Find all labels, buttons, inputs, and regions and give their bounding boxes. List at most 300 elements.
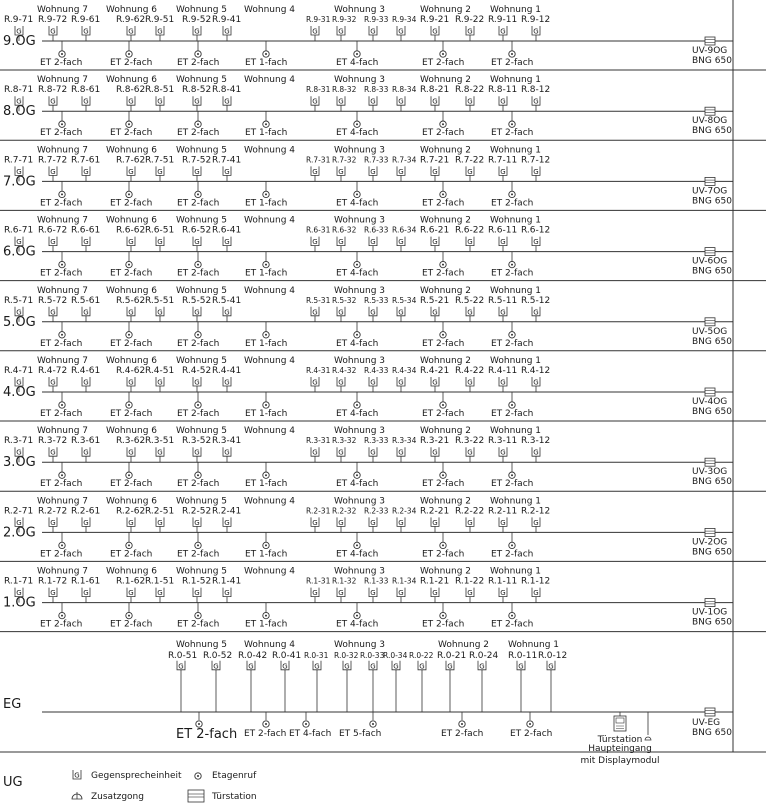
uv-icon bbox=[705, 388, 715, 396]
etagenruf-icon bbox=[509, 472, 515, 478]
etagenruf-icon bbox=[263, 261, 269, 267]
svg-text:G: G bbox=[467, 308, 473, 317]
room-label: R.5-31 bbox=[306, 295, 331, 305]
svg-text:G: G bbox=[338, 238, 344, 247]
et-label: ET 2-fach bbox=[422, 409, 465, 419]
etagenruf-icon bbox=[126, 121, 132, 127]
svg-text:G: G bbox=[224, 448, 230, 457]
floor-8 bbox=[0, 75, 766, 140]
svg-text:G: G bbox=[128, 308, 134, 317]
room-label: R.7-71 bbox=[4, 155, 34, 166]
room-label: R.8-71 bbox=[4, 85, 34, 96]
room-label: R.5-32 bbox=[332, 295, 357, 305]
svg-text:G: G bbox=[224, 238, 230, 247]
floor-4 bbox=[0, 356, 766, 421]
wohnung-label: Wohnung 4 bbox=[244, 145, 295, 156]
wohnung-label: Wohnung 6 bbox=[106, 215, 157, 226]
svg-text:G: G bbox=[500, 308, 506, 317]
svg-text:G: G bbox=[128, 167, 134, 176]
gegensprech-icon bbox=[193, 26, 201, 36]
room-label: R.6-11 bbox=[488, 225, 518, 236]
svg-text:G: G bbox=[338, 518, 344, 527]
room-label: R.5-72 bbox=[38, 295, 68, 306]
room-label: R.2-12 bbox=[521, 506, 551, 517]
gegensprech-icon bbox=[82, 237, 90, 247]
room-label: R.8-72 bbox=[38, 85, 68, 96]
svg-text:G: G bbox=[16, 27, 22, 36]
etagenruf-icon bbox=[195, 51, 201, 57]
et-label: ET 2-fach bbox=[491, 619, 534, 630]
gegensprech-icon bbox=[311, 166, 319, 176]
et-label: ET 1-fach bbox=[245, 338, 288, 349]
uv-label: UV-1OG bbox=[692, 607, 728, 618]
wohnung-label: Wohnung 4 bbox=[244, 5, 295, 15]
svg-text:G: G bbox=[467, 589, 473, 598]
room-label: R.2-61 bbox=[71, 506, 101, 517]
gegensprech-icon bbox=[532, 377, 540, 387]
gegensprech-icon bbox=[397, 588, 405, 598]
et-label: ET 2-fach bbox=[491, 549, 534, 560]
gegensprech-icon bbox=[532, 447, 540, 457]
wohnung-label: Wohnung 1 bbox=[490, 145, 541, 156]
wohnung-label: Wohnung 1 bbox=[490, 285, 541, 296]
gegensprech-icon bbox=[397, 517, 405, 527]
floor-3 bbox=[0, 426, 766, 491]
room-label: R.3-52 bbox=[182, 436, 212, 447]
room-label: R.9-12 bbox=[521, 15, 551, 25]
room-label: R.0-52 bbox=[203, 650, 233, 661]
room-label: R.3-51 bbox=[145, 436, 175, 447]
wohnung-label: Wohnung 2 bbox=[438, 639, 489, 650]
uv-icon bbox=[705, 708, 715, 716]
gegensprech-icon bbox=[337, 237, 345, 247]
svg-text:G: G bbox=[467, 167, 473, 176]
room-label: R.2-21 bbox=[420, 506, 450, 517]
gegensprech-icon bbox=[127, 377, 135, 387]
wohnung-label: Wohnung 4 bbox=[244, 75, 295, 86]
room-label: R.3-34 bbox=[392, 436, 417, 446]
svg-text:G: G bbox=[432, 448, 438, 457]
gegensprech-icon bbox=[156, 96, 164, 106]
svg-text:G: G bbox=[194, 167, 200, 176]
svg-text:G: G bbox=[419, 662, 425, 671]
gegensprech-icon bbox=[466, 96, 474, 106]
et-label: ET 4-fach bbox=[289, 729, 332, 739]
svg-text:G: G bbox=[128, 97, 134, 106]
svg-text:G: G bbox=[157, 308, 163, 317]
et-label: ET 2-fach bbox=[40, 619, 83, 630]
svg-text:G: G bbox=[50, 378, 56, 387]
svg-text:G: G bbox=[533, 238, 539, 247]
room-label: R.0-42 bbox=[238, 650, 268, 661]
uv-label: UV-6OG bbox=[692, 256, 728, 267]
gegensprech-icon bbox=[49, 377, 57, 387]
gegensprech-icon bbox=[369, 517, 377, 527]
svg-text:G: G bbox=[194, 589, 200, 598]
room-label: R.0-51 bbox=[168, 650, 198, 661]
et-label: ET 2-fach bbox=[177, 479, 220, 490]
et-label: ET 2-fach bbox=[177, 549, 220, 560]
gegensprech-icon bbox=[82, 377, 90, 387]
gegensprech-icon bbox=[223, 517, 231, 527]
et-label: ET 1-fach bbox=[245, 128, 288, 139]
wohnung-label: Wohnung 3 bbox=[334, 356, 385, 366]
room-label: R.7-62 bbox=[116, 155, 146, 166]
gegensprech-icon bbox=[337, 307, 345, 317]
et-label: ET 2-fach bbox=[110, 128, 153, 139]
gegensprech-icon bbox=[431, 307, 439, 317]
room-label: R.3-33 bbox=[364, 436, 389, 446]
etagenruf-icon bbox=[195, 542, 201, 548]
svg-text:G: G bbox=[398, 27, 404, 36]
gegensprech-icon bbox=[223, 588, 231, 598]
et-label: ET 2-fach bbox=[422, 479, 465, 490]
gegensprech-icon bbox=[311, 517, 319, 527]
uv-icon bbox=[705, 37, 715, 45]
et-label: ET 4-fach bbox=[336, 128, 379, 139]
svg-text:G: G bbox=[224, 308, 230, 317]
et-label: ET 2-fach bbox=[422, 619, 465, 630]
room-label: R.1-34 bbox=[392, 576, 417, 586]
wohnung-label: Wohnung 3 bbox=[334, 639, 385, 650]
gegensprech-icon bbox=[311, 588, 319, 598]
svg-text:G: G bbox=[370, 167, 376, 176]
gegensprech-icon bbox=[311, 96, 319, 106]
etagenruf-icon bbox=[59, 472, 65, 478]
svg-text:G: G bbox=[128, 238, 134, 247]
room-label: R.3-71 bbox=[4, 436, 34, 447]
gegensprech-icon bbox=[397, 447, 405, 457]
room-label: R.3-62 bbox=[116, 436, 146, 447]
gegensprech-icon bbox=[532, 517, 540, 527]
gegensprech-icon bbox=[49, 96, 57, 106]
svg-text:G: G bbox=[312, 167, 318, 176]
wohnung-label: Wohnung 2 bbox=[420, 285, 471, 296]
wohnung-label: Wohnung 2 bbox=[420, 215, 471, 226]
et-label: ET 2-fach bbox=[110, 479, 153, 490]
gegensprech-icon bbox=[49, 447, 57, 457]
svg-text:G: G bbox=[500, 97, 506, 106]
svg-text:G: G bbox=[533, 308, 539, 317]
gegensprech-icon bbox=[466, 307, 474, 317]
uv-icon bbox=[705, 599, 715, 607]
wohnung-label: Wohnung 4 bbox=[244, 496, 295, 507]
gegensprech-icon bbox=[223, 377, 231, 387]
etagenruf-icon bbox=[354, 51, 360, 57]
room-label: R.5-21 bbox=[420, 295, 450, 306]
wohnung-label: Wohnung 7 bbox=[37, 5, 88, 15]
room-label: R.5-12 bbox=[521, 295, 551, 306]
etagenruf-icon bbox=[59, 121, 65, 127]
room-label: R.0-21 bbox=[437, 650, 467, 661]
wohnung-label: Wohnung 2 bbox=[420, 75, 471, 86]
etagenruf-icon bbox=[263, 121, 269, 127]
svg-text:G: G bbox=[213, 662, 219, 671]
wohnung-label: Wohnung 3 bbox=[334, 566, 385, 577]
et-label: ET 2-fach bbox=[510, 729, 553, 739]
et-label: ET 4-fach bbox=[336, 549, 379, 560]
uv-type-label: BNG 650 bbox=[692, 196, 732, 207]
svg-text:G: G bbox=[194, 378, 200, 387]
etagenruf-icon bbox=[126, 612, 132, 618]
room-label: R.0-11 bbox=[508, 650, 538, 661]
gegensprech-icon bbox=[193, 237, 201, 247]
room-label: R.6-61 bbox=[71, 225, 101, 236]
et-label: ET 2-fach bbox=[491, 58, 534, 68]
wohnung-label: Wohnung 3 bbox=[334, 145, 385, 156]
svg-text:G: G bbox=[467, 518, 473, 527]
gegensprech-icon bbox=[82, 517, 90, 527]
wohnung-label: Wohnung 1 bbox=[490, 356, 541, 366]
floor-label: 1.OG bbox=[3, 595, 36, 611]
legend-tuerstation-icon bbox=[188, 790, 204, 802]
room-label: R.7-31 bbox=[306, 155, 331, 165]
gegensprech-icon bbox=[466, 447, 474, 457]
room-label: R.8-32 bbox=[332, 85, 357, 95]
etagenruf-icon bbox=[354, 332, 360, 338]
svg-text:G: G bbox=[312, 97, 318, 106]
svg-text:G: G bbox=[16, 238, 22, 247]
svg-text:G: G bbox=[157, 167, 163, 176]
wohnung-label: Wohnung 2 bbox=[420, 566, 471, 577]
floor-2 bbox=[0, 496, 766, 561]
etagenruf-icon bbox=[263, 191, 269, 197]
gegensprech-icon bbox=[193, 166, 201, 176]
svg-text:G: G bbox=[194, 27, 200, 36]
gegensprech-icon bbox=[337, 588, 345, 598]
svg-text:G: G bbox=[338, 308, 344, 317]
svg-text:G: G bbox=[50, 518, 56, 527]
gegensprech-icon bbox=[193, 517, 201, 527]
etagenruf-icon bbox=[440, 332, 446, 338]
etagenruf-icon bbox=[263, 51, 269, 57]
gegensprech-icon bbox=[313, 661, 321, 671]
wohnung-label: Wohnung 3 bbox=[334, 75, 385, 86]
svg-text:G: G bbox=[224, 589, 230, 598]
svg-text:G: G bbox=[312, 27, 318, 36]
wohnung-label: Wohnung 6 bbox=[106, 5, 157, 15]
uv-label: UV-7OG bbox=[692, 186, 728, 197]
room-label: R.1-51 bbox=[145, 576, 175, 587]
room-label: R.1-31 bbox=[306, 576, 331, 586]
floor-label-ug: UG bbox=[3, 775, 23, 790]
room-label: R.3-41 bbox=[212, 436, 242, 447]
et-label: ET 2-fach bbox=[40, 549, 83, 560]
et-label: ET 2-fach bbox=[177, 409, 220, 419]
gegensprech-icon bbox=[369, 377, 377, 387]
etagenruf-icon bbox=[59, 542, 65, 548]
wohnung-label: Wohnung 6 bbox=[106, 496, 157, 507]
room-label: R.9-33 bbox=[364, 15, 389, 24]
svg-text:G: G bbox=[128, 518, 134, 527]
gegensprech-icon bbox=[223, 26, 231, 36]
gegensprech-icon bbox=[532, 96, 540, 106]
room-label: R.1-12 bbox=[521, 576, 551, 587]
svg-text:G: G bbox=[16, 589, 22, 598]
gegensprech-icon bbox=[127, 447, 135, 457]
room-label: R.4-61 bbox=[71, 366, 101, 376]
gegensprech-icon bbox=[247, 661, 255, 671]
svg-text:G: G bbox=[83, 27, 89, 36]
gegensprech-icon bbox=[343, 661, 351, 671]
etagenruf-icon bbox=[263, 721, 269, 727]
svg-text:G: G bbox=[370, 238, 376, 247]
gegensprech-icon bbox=[431, 166, 439, 176]
floor-label: EG bbox=[3, 697, 22, 712]
floor-label: 8.OG bbox=[3, 104, 36, 120]
svg-text:G: G bbox=[178, 662, 184, 671]
wohnung-label: Wohnung 2 bbox=[420, 5, 471, 15]
etagenruf-icon bbox=[59, 402, 65, 408]
wohnung-label: Wohnung 3 bbox=[334, 285, 385, 296]
etagenruf-icon bbox=[126, 261, 132, 267]
etagenruf-icon bbox=[354, 121, 360, 127]
room-label: R.8-62 bbox=[116, 85, 146, 96]
uv-label: UV-4OG bbox=[692, 397, 728, 407]
etagenruf-icon bbox=[459, 721, 465, 727]
gegensprech-icon bbox=[82, 588, 90, 598]
svg-text:G: G bbox=[479, 662, 485, 671]
etagenruf-icon bbox=[509, 612, 515, 618]
room-label: R.4-31 bbox=[306, 366, 331, 375]
svg-text:G: G bbox=[282, 662, 288, 671]
legend-zusatzgong-label: Zusatzgong bbox=[91, 792, 144, 802]
gegensprech-icon bbox=[397, 307, 405, 317]
room-label: R.9-32 bbox=[332, 15, 357, 24]
gegensprech-icon bbox=[499, 517, 507, 527]
svg-text:G: G bbox=[83, 378, 89, 387]
gegensprech-icon bbox=[466, 26, 474, 36]
wohnung-label: Wohnung 5 bbox=[176, 215, 227, 226]
room-label: R.8-12 bbox=[521, 85, 551, 96]
etagenruf-icon bbox=[354, 402, 360, 408]
legend-zusatzgong-icon bbox=[72, 792, 82, 799]
gegensprech-icon bbox=[397, 237, 405, 247]
uv-label: UV-8OG bbox=[692, 116, 728, 127]
gegensprech-icon bbox=[337, 166, 345, 176]
wohnung-label: Wohnung 4 bbox=[244, 356, 295, 366]
svg-text:G: G bbox=[398, 97, 404, 106]
gegensprech-icon bbox=[446, 661, 454, 671]
gegensprech-icon bbox=[431, 237, 439, 247]
et-label: ET 1-fach bbox=[245, 549, 288, 560]
gegensprech-icon bbox=[532, 307, 540, 317]
room-label: R.6-41 bbox=[212, 225, 242, 236]
gegensprech-icon bbox=[499, 166, 507, 176]
svg-text:G: G bbox=[312, 308, 318, 317]
wohnung-label: Wohnung 2 bbox=[420, 356, 471, 366]
et-label: ET 2-fach bbox=[110, 549, 153, 560]
legend-gegensprech-label: Gegensprecheinheit bbox=[91, 771, 182, 781]
room-label: R.2-22 bbox=[455, 506, 485, 517]
svg-text:G: G bbox=[16, 167, 22, 176]
etagenruf-icon bbox=[263, 332, 269, 338]
et-label: ET 2-fach bbox=[110, 619, 153, 630]
room-label: R.0-12 bbox=[538, 650, 568, 661]
gegensprech-icon bbox=[499, 237, 507, 247]
etagenruf-icon bbox=[195, 191, 201, 197]
svg-text:G: G bbox=[50, 97, 56, 106]
wohnung-label: Wohnung 5 bbox=[176, 356, 227, 366]
room-label: R.5-41 bbox=[212, 295, 242, 306]
room-label: R.4-34 bbox=[392, 366, 417, 375]
et-label: ET 2-fach bbox=[110, 409, 153, 419]
gegensprech-icon bbox=[193, 588, 201, 598]
gegensprech-icon bbox=[369, 96, 377, 106]
svg-text:G: G bbox=[194, 308, 200, 317]
svg-text:G: G bbox=[224, 378, 230, 387]
etagenruf-icon bbox=[126, 332, 132, 338]
svg-text:G: G bbox=[398, 378, 404, 387]
room-label: R.6-52 bbox=[182, 225, 212, 236]
wohnung-label: Wohnung 5 bbox=[176, 5, 227, 15]
room-label: R.2-52 bbox=[182, 506, 212, 517]
room-label: R.7-12 bbox=[521, 155, 551, 166]
etagenruf-icon bbox=[195, 402, 201, 408]
gegensprech-icon bbox=[369, 447, 377, 457]
room-label: R.4-52 bbox=[182, 366, 212, 376]
room-label: R.1-33 bbox=[364, 576, 389, 586]
room-label: R.7-51 bbox=[145, 155, 175, 166]
svg-text:G: G bbox=[447, 662, 453, 671]
room-label: R.9-62 bbox=[116, 15, 146, 25]
room-label: R.1-41 bbox=[212, 576, 242, 587]
uv-icon bbox=[705, 458, 715, 466]
etagenruf-icon bbox=[370, 721, 376, 727]
room-label: R.9-22 bbox=[455, 15, 485, 25]
et-label: ET 1-fach bbox=[245, 58, 288, 68]
svg-text:G: G bbox=[467, 97, 473, 106]
et-label: ET 2-fach bbox=[441, 729, 484, 739]
floor-label: 4.OG bbox=[3, 385, 36, 400]
wohnung-label: Wohnung 4 bbox=[244, 215, 295, 226]
et-label: ET 2-fach bbox=[177, 338, 220, 349]
room-label: R.2-62 bbox=[116, 506, 146, 517]
svg-text:G: G bbox=[128, 27, 134, 36]
et-label: ET 2-fach bbox=[40, 128, 83, 139]
wohnung-label: Wohnung 2 bbox=[420, 496, 471, 507]
svg-text:G: G bbox=[157, 238, 163, 247]
gegensprech-icon bbox=[223, 237, 231, 247]
svg-text:G: G bbox=[338, 27, 344, 36]
room-label: R.4-11 bbox=[488, 366, 518, 376]
room-label: R.7-61 bbox=[71, 155, 101, 166]
gegensprech-icon bbox=[223, 447, 231, 457]
gegensprech-icon bbox=[127, 166, 135, 176]
gegensprech-icon bbox=[431, 517, 439, 527]
wohnung-label: Wohnung 3 bbox=[334, 426, 385, 437]
et-label: ET 2-fach bbox=[40, 268, 83, 279]
svg-text:G: G bbox=[16, 518, 22, 527]
svg-text:G: G bbox=[467, 378, 473, 387]
uv-icon bbox=[705, 248, 715, 256]
room-label: R.8-61 bbox=[71, 85, 101, 96]
room-label: R.0-31 bbox=[304, 650, 329, 660]
svg-text:G: G bbox=[314, 662, 320, 671]
room-label: R.6-71 bbox=[4, 225, 34, 236]
etagenruf-icon bbox=[263, 612, 269, 618]
room-label: R.6-33 bbox=[364, 225, 389, 235]
tuerstation-icon bbox=[614, 716, 626, 731]
room-label: R.7-11 bbox=[488, 155, 518, 166]
svg-text:G: G bbox=[16, 308, 22, 317]
svg-text:G: G bbox=[83, 167, 89, 176]
et-label: ET 2-fach bbox=[110, 268, 153, 279]
room-label: R.5-22 bbox=[455, 295, 485, 306]
svg-text:G: G bbox=[432, 518, 438, 527]
etagenruf-icon bbox=[440, 121, 446, 127]
room-label: R.9-71 bbox=[4, 15, 34, 25]
